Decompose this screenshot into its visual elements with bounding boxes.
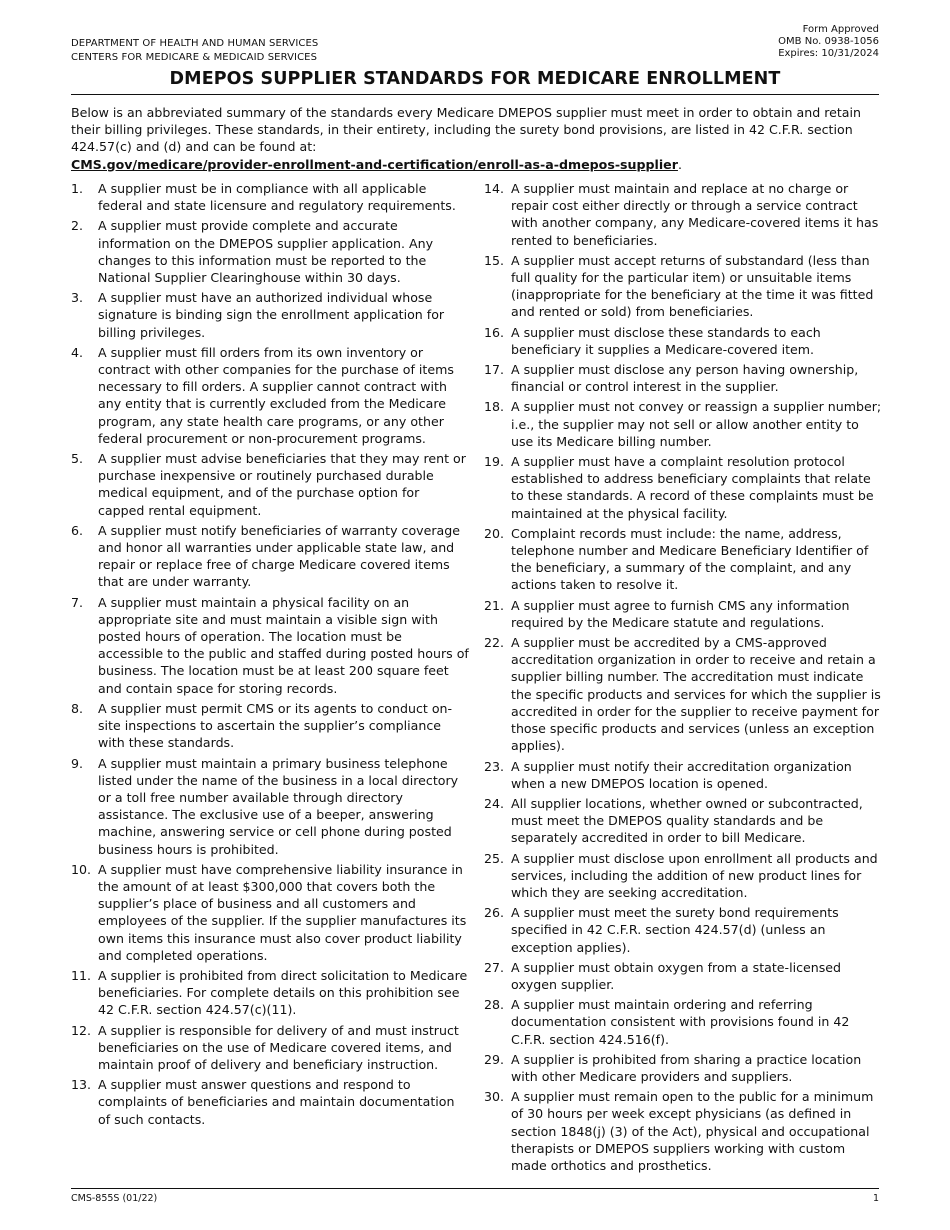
standard-text: A supplier must be in compliance with all applicable federal and state licensure and regulatory requirements.	[98, 181, 456, 214]
standard-item	[71, 861, 469, 964]
standard-number: 2.	[71, 218, 84, 234]
form-approval-block	[778, 24, 879, 60]
agency-block	[71, 37, 318, 65]
standard-text: A supplier must agree to furnish CMS any information required by the Medicare statute and regulations.	[511, 597, 850, 630]
standard-text: A supplier must advise beneficiaries that they may rent or purchase inexpensive or routinely purchased durable medical equipment, and of the purchase option for capped rental equipment.	[98, 451, 466, 518]
standard-item	[484, 850, 882, 902]
form-approved-label: Form Approved	[802, 24, 879, 35]
standard-text: A supplier must provide complete and accurate information on the DMEPOS supplier application. Any changes to this information must be reported to the National Supplier Clearinghouse within 30 days.	[98, 218, 434, 286]
form-number: CMS-855S (01/22)	[71, 1193, 158, 1204]
standard-item	[71, 217, 469, 286]
standard-text: A supplier must disclose any person having ownership, financial or control interest in the supplier.	[511, 362, 859, 395]
expiration-date: Expires: 10/31/2024	[778, 48, 879, 59]
standard-number: 5.	[71, 451, 84, 467]
standard-item	[484, 453, 882, 522]
standard-item	[71, 180, 469, 214]
standard-number: 12.	[71, 1022, 92, 1038]
standard-item	[484, 1088, 882, 1174]
standard-item	[71, 700, 469, 752]
standard-text: A supplier must answer questions and respond to complaints of beneficiaries and maintain documentation of such contacts.	[98, 1077, 455, 1127]
standard-text: A supplier must obtain oxygen from a state-licensed oxygen supplier.	[511, 959, 842, 992]
standard-number: 8.	[71, 700, 84, 716]
standard-item	[484, 361, 882, 395]
standard-number: 22.	[484, 635, 505, 651]
standard-text: A supplier must fill orders from its own inventory or contract with other companies for the purchase of items necessary to fill orders. A supplier cannot contract with any entity that is currently excluded from the Medicare program, any state health care programs, or any other federal procurement or non-procurement programs.	[98, 344, 454, 446]
standard-number: 7.	[71, 594, 84, 610]
standard-text: A supplier must meet the surety bond requirements specified in 42 C.F.R. section 424.57(d) (unless an exception applies).	[511, 905, 839, 955]
standard-text: A supplier must disclose these standards to each beneficiary it supplies a Medicare-covered item.	[511, 324, 821, 357]
standard-item	[71, 1076, 469, 1128]
standard-number: 29.	[484, 1051, 505, 1067]
standard-item	[484, 252, 882, 321]
standard-text: A supplier must remain open to the public for a minimum of 30 hours per week except physicians (as defined in section 1848(j) (3) of the Act), physical and occupational therapists or DMEPOS suppliers working with custom made orthotics and prosthetics.	[511, 1089, 874, 1173]
standard-number: 23.	[484, 758, 505, 774]
standard-item	[484, 959, 882, 993]
standard-item	[71, 289, 469, 341]
standard-number: 21.	[484, 597, 505, 613]
standard-number: 9.	[71, 755, 84, 771]
enrollment-link[interactable]: CMS.gov/medicare/provider-enrollment-and-certification/enroll-as-a-dmepos-supplier	[71, 156, 678, 172]
standard-text: A supplier must disclose upon enrollment all products and services, including the addition of new product lines for which they are seeking accreditation.	[511, 850, 878, 900]
standard-text: A supplier must maintain and replace at no charge or repair cost either directly or through a service contract with another company, any Medicare-covered items it has rented to beneficiaries.	[511, 181, 879, 248]
standard-number: 27.	[484, 959, 505, 975]
standard-item	[71, 450, 469, 519]
standard-number: 19.	[484, 454, 505, 470]
standard-item	[484, 758, 882, 792]
standard-item	[484, 324, 882, 358]
standard-number: 15.	[484, 252, 505, 268]
standard-number: 17.	[484, 362, 505, 378]
standard-number: 26.	[484, 905, 505, 921]
standard-text: A supplier must maintain ordering and referring documentation consistent with provisions found in 42 C.F.R. section 424.516(f).	[511, 997, 850, 1047]
standard-number: 30.	[484, 1089, 505, 1105]
standard-number: 20.	[484, 525, 505, 541]
standard-item	[71, 1022, 469, 1074]
standard-number: 13.	[71, 1077, 92, 1093]
standard-text: A supplier is prohibited from sharing a practice location with other Medicare providers and suppliers.	[511, 1051, 862, 1084]
intro-paragraph	[71, 104, 879, 173]
standard-text: All supplier locations, whether owned or subcontracted, must meet the DMEPOS quality standards and be separately accredited in order to bill Medicare.	[511, 795, 863, 846]
standard-item	[71, 967, 469, 1019]
standard-number: 25.	[484, 850, 505, 866]
standard-item	[484, 525, 882, 594]
standards-list-left	[71, 180, 469, 1131]
standard-item	[484, 996, 882, 1048]
standard-item	[484, 1051, 882, 1085]
standard-number: 4.	[71, 344, 84, 360]
standard-number: 24.	[484, 795, 505, 811]
intro-link-suffix: .	[677, 156, 682, 172]
intro-text: Below is an abbreviated summary of the standards every Medicare DMEPOS supplier must meet in order to obtain and retain their billing privileges. These standards, in their entirety, including the surety bond provisions, are listed in 42 C.F.R. section 424.57(c) and (d) and can be found at:	[71, 105, 861, 155]
standard-text: A supplier is responsible for delivery of and must instruct beneficiaries on the use of Medicare covered items, and maintain proof of delivery and beneficiary instruction.	[98, 1022, 459, 1072]
standard-item	[71, 594, 469, 697]
standard-text: A supplier is prohibited from direct solicitation to Medicare beneficiaries. For complete details on this prohibition see 42 C.F.R. section 424.57(c)(11).	[98, 967, 468, 1018]
standard-number: 1.	[71, 181, 84, 196]
page-number: 1	[872, 1193, 879, 1204]
footer-divider	[71, 1188, 879, 1189]
standard-text: A supplier must notify their accreditation organization when a new DMEPOS location is opened.	[511, 758, 852, 791]
standard-number: 6.	[71, 522, 84, 538]
standard-text: Complaint records must include: the name, address, telephone number and Medicare Beneficiary Identifier of the beneficiary, a summary of the complaint, and any actions taken to resolve it.	[511, 525, 869, 593]
standard-item	[71, 344, 469, 447]
standard-number: 3.	[71, 290, 84, 306]
standard-number: 14.	[484, 181, 505, 196]
standard-text: A supplier must maintain a primary business telephone listed under the name of the business in a local directory or a toll free number available through directory assistance. The exclusive use of a beeper, answering machine, answering service or cell phone during posted business hours is prohibited.	[98, 755, 459, 857]
standard-item	[484, 904, 882, 956]
standard-text: A supplier must not convey or reassign a supplier number; i.e., the supplier may not sell or allow another entity to use its Medicare billing number.	[511, 399, 882, 449]
standard-item	[484, 180, 882, 249]
standard-number: 16.	[484, 324, 505, 340]
standard-item	[484, 795, 882, 847]
standard-text: A supplier must have comprehensive liability insurance in the amount of at least $300,000 that covers both the supplier’s place of business and all customers and employees of the supplier. If the supplier manufactures its own items this insurance must also cover product liability and completed operations.	[98, 861, 467, 963]
agency-line-2: CENTERS FOR MEDICARE & MEDICAID SERVICES	[71, 52, 318, 63]
standard-number: 10.	[71, 861, 92, 877]
title-divider	[71, 94, 879, 95]
standard-item	[71, 522, 469, 591]
standard-text: A supplier must maintain a physical facility on an appropriate site and must maintain a visible sign with posted hours of operation. The location must be accessible to the public and staffed during posted hours of business. The location must be at least 200 square feet and contain space for storing records.	[98, 594, 469, 696]
standard-text: A supplier must be accredited by a CMS-approved accreditation organization in order to receive and retain a supplier billing number. The accreditation must indicate the specific products and services for which the supplier is accredited in order for the supplier to receive payment for those specific products and services (unless an exception applies).	[511, 635, 881, 754]
page-title: DMEPOS SUPPLIER STANDARDS FOR MEDICARE ENROLLMENT	[169, 69, 781, 89]
standard-text: A supplier must accept returns of substandard (less than full quality for the particular item) or unsuitable items (inappropriate for the beneficiary at the time it was fitted and rented or sold) from beneficiaries.	[511, 252, 874, 320]
standard-item	[484, 398, 882, 450]
standard-text: A supplier must notify beneficiaries of warranty coverage and honor all warranties under applicable state law, and repair or replace free of charge Medicare covered items that are under warranty.	[98, 522, 461, 590]
standard-item	[484, 597, 882, 631]
agency-line-1: DEPARTMENT OF HEALTH AND HUMAN SERVICES	[71, 38, 319, 49]
standards-list-right	[484, 180, 882, 1177]
standard-text: A supplier must have a complaint resolution protocol established to address beneficiary complaints that relate to these standards. A record of these complaints must be maintained at the physical facility.	[511, 454, 874, 521]
standard-number: 18.	[484, 399, 505, 415]
standard-text: A supplier must have an authorized individual whose signature is binding sign the enrollment application for billing privileges.	[98, 290, 445, 340]
standard-text: A supplier must permit CMS or its agents to conduct on-site inspections to ascertain the supplier’s compliance with these standards.	[98, 700, 453, 751]
standard-number: 28.	[484, 997, 505, 1013]
standard-item	[484, 634, 882, 754]
standard-number: 11.	[71, 967, 92, 983]
omb-number: OMB No. 0938-1056	[778, 36, 879, 47]
standard-item	[71, 755, 469, 858]
